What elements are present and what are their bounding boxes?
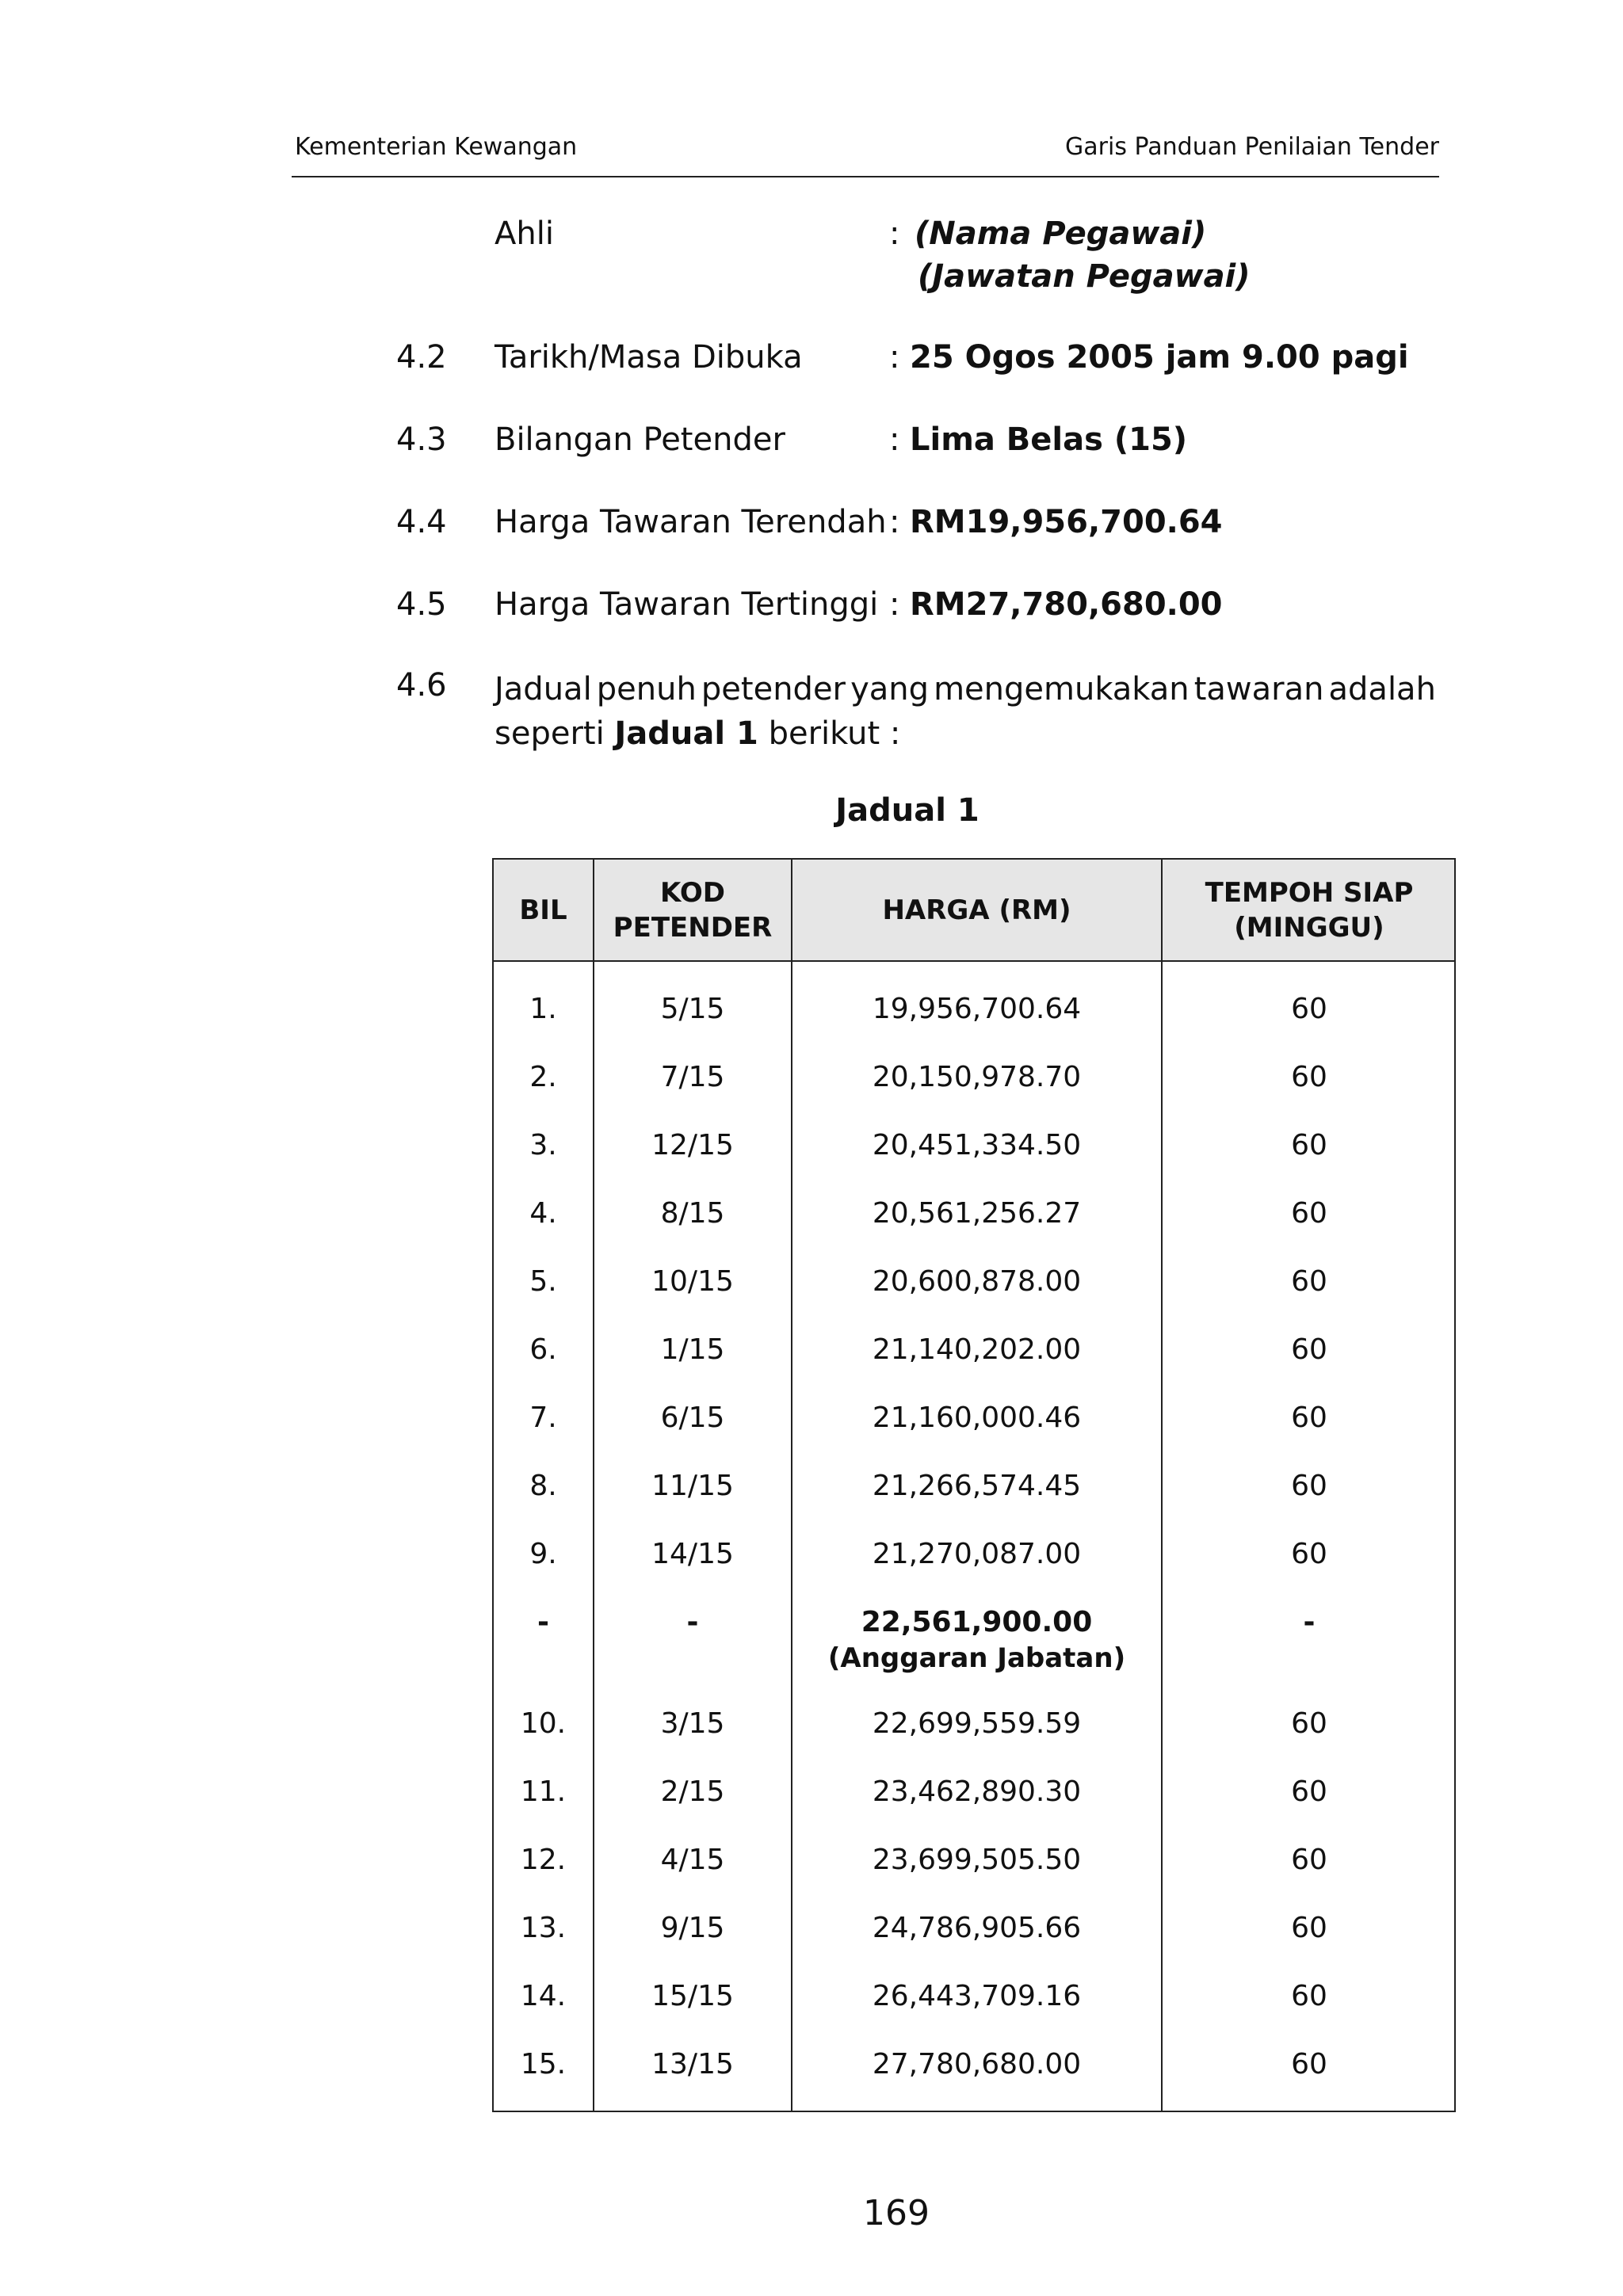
row-tempoh: 60 [1291,1061,1327,1093]
row-bil: 8. [529,1470,557,1502]
header-kod-petender [594,860,791,960]
word: penuh [596,671,697,707]
item-label: Harga Tawaran Terendah [495,504,887,540]
header-right: Garis Panduan Penilaian Tender [1065,133,1439,161]
item-label: Tarikh/Masa Dibuka [495,339,803,376]
row-harga: 22,699,559.59 [872,1707,1082,1740]
row-tempoh: 60 [1291,1265,1327,1298]
header-harga-text: HARGA (RM) [882,894,1071,926]
item-number: 4.6 [396,667,447,704]
item-colon: : [889,421,900,458]
row-tempoh: - [1303,1606,1316,1638]
row-kod: 9/15 [660,1912,725,1944]
header-kod-line2: PETENDER [613,911,773,944]
tender-table [492,858,1456,2112]
paragraph-line-1 [495,667,1436,711]
row-harga: 26,443,709.16 [872,1980,1082,2012]
row-bil: 3. [529,1129,557,1161]
row-tempoh: 60 [1291,1197,1327,1230]
item-value: RM19,956,700.64 [910,504,1223,540]
row-harga: 20,150,978.70 [872,1061,1082,1093]
row-kod: - [686,1606,699,1638]
row-kod: 11/15 [651,1470,734,1502]
row-harga-note: (Anggaran Jabatan) [827,1642,1126,1674]
row-tempoh: 60 [1291,1912,1327,1944]
row-bil: 10. [520,1707,567,1740]
row-harga: 27,780,680.00 [872,2048,1082,2081]
row-kod: 7/15 [660,1061,725,1093]
item-colon: : [889,339,900,376]
header-tempoh [1163,860,1456,960]
item-colon: : [889,586,900,623]
row-harga: 21,266,574.45 [872,1470,1082,1502]
header-harga [792,860,1161,960]
item-label: Bilangan Petender [495,421,785,458]
row-kod: 5/15 [660,993,725,1025]
row-kod: 14/15 [651,1538,734,1570]
item-value: 25 Ogos 2005 jam 9.00 pagi [910,339,1409,376]
item-colon: : [889,504,900,540]
row-kod: 15/15 [651,1980,734,2012]
ahli-value-line1: (Nama Pegawai) [915,215,1207,252]
line2-bold-ref: Jadual 1 [614,715,758,752]
row-kod: 3/15 [660,1707,725,1740]
row-kod: 2/15 [660,1775,725,1808]
row-kod: 8/15 [660,1197,725,1230]
row-kod: 12/15 [651,1129,734,1161]
row-bil: 1. [529,993,557,1025]
item-number: 4.2 [396,339,447,376]
row-kod: 6/15 [660,1402,725,1434]
line2-pre: seperti [495,715,605,752]
item-number: 4.5 [396,586,447,623]
word: petender [701,671,846,707]
ahli-value-line2: (Jawatan Pegawai) [918,258,1251,295]
row-harga: 20,600,878.00 [872,1265,1082,1298]
row-tempoh: 60 [1291,1844,1327,1876]
page-number: 169 [863,2193,930,2233]
row-harga: 19,956,700.64 [872,993,1082,1025]
row-kod: 4/15 [660,1844,725,1876]
row-harga: 23,699,505.50 [872,1844,1082,1876]
row-harga: 21,270,087.00 [872,1538,1082,1570]
item-value: Lima Belas (15) [910,421,1188,458]
row-bil: - [537,1606,549,1638]
row-tempoh: 60 [1291,1707,1327,1740]
row-harga: 24,786,905.66 [872,1912,1082,1944]
row-tempoh: 60 [1291,1129,1327,1161]
row-bil: 11. [520,1775,567,1808]
row-harga-estimate: 22,561,900.00 [861,1606,1093,1638]
row-bil: 5. [529,1265,557,1298]
row-tempoh: 60 [1291,2048,1327,2081]
row-tempoh: 60 [1291,1333,1327,1366]
word: Jadual [495,671,592,707]
item-4-6-paragraph [495,667,1436,756]
row-tempoh: 60 [1291,1470,1327,1502]
row-tempoh: 60 [1291,1538,1327,1570]
header-kod-line1: KOD [660,876,725,909]
row-bil: 14. [520,1980,567,2012]
row-bil: 6. [529,1333,557,1366]
word: mengemukakan [934,671,1190,707]
ahli-colon: : [889,215,900,252]
row-tempoh: 60 [1291,1775,1327,1808]
row-kod: 10/15 [651,1265,734,1298]
item-number: 4.3 [396,421,447,458]
header-rule [292,176,1439,177]
row-bil: 4. [529,1197,557,1230]
word: adalah [1328,671,1436,707]
row-bil: 2. [529,1061,557,1093]
row-tempoh: 60 [1291,1402,1327,1434]
word: yang [850,671,930,707]
row-bil: 13. [520,1912,567,1944]
header-tempoh-line2: (MINGGU) [1234,911,1384,944]
item-number: 4.4 [396,504,447,540]
row-tempoh: 60 [1291,1980,1327,2012]
row-kod: 13/15 [651,2048,734,2081]
row-harga: 21,140,202.00 [872,1333,1082,1366]
header-left: Kementerian Kewangan [295,133,578,161]
ahli-label: Ahli [495,215,554,252]
item-value: RM27,780,680.00 [910,586,1223,623]
row-bil: 7. [529,1402,557,1434]
header-bil-text: BIL [519,894,567,926]
row-bil: 15. [520,2048,567,2081]
row-kod: 1/15 [660,1333,725,1366]
row-harga: 20,451,334.50 [872,1129,1082,1161]
paragraph-line-2 [495,711,1436,756]
item-label: Harga Tawaran Tertinggi [495,586,879,623]
line2-post: berikut : [768,715,901,752]
table-caption: Jadual 1 [835,792,980,829]
row-harga: 21,160,000.46 [872,1402,1082,1434]
row-bil: 12. [520,1844,567,1876]
word: tawaran [1193,671,1324,707]
header-tempoh-line1: TEMPOH SIAP [1205,876,1414,909]
row-tempoh: 60 [1291,993,1327,1025]
row-harga: 23,462,890.30 [872,1775,1082,1808]
row-bil: 9. [529,1538,557,1570]
row-harga: 20,561,256.27 [872,1197,1082,1230]
header-bil [494,860,593,960]
